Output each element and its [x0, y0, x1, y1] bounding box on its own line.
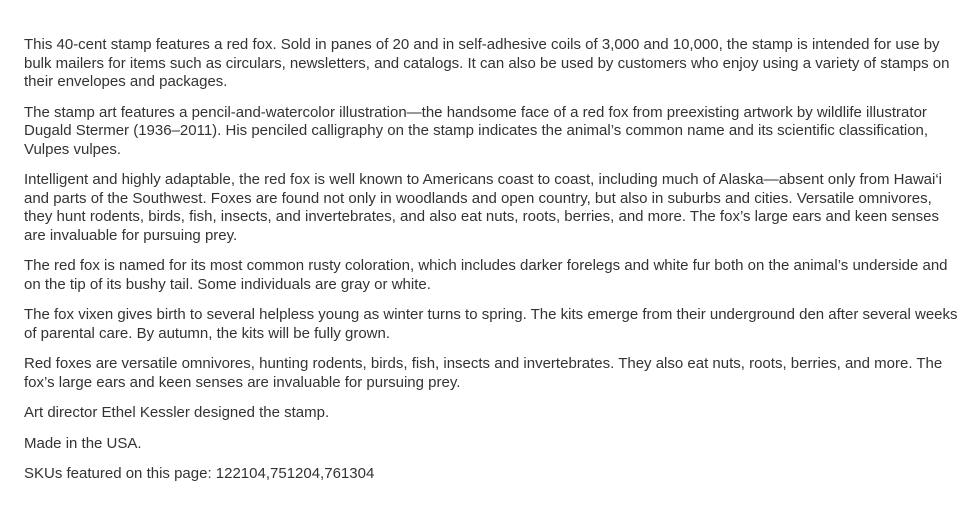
product-description: [24, 36, 964, 496]
description-paragraph-habitat: Intelligent and highly adaptable, the red fox is well known to Americans coast to coast, including much of Alaska—absent only from Hawai‘i and parts of the Southwest. Foxes are found not only in woodlands and open country, but also in suburbs and cities. Versatile omnivores, they hunt rodents, birds, fish, insects, and invertebrates, and also eat nuts, roots, berries, and more. The fox’s large ears and keen senses are invaluable for pursuing prey.: [24, 171, 942, 244]
origin-note: Made in the USA.: [24, 434, 142, 452]
description-paragraph-young: The fox vixen gives birth to several helpless young as winter turns to spring. The kits emerge from their underground den after several weeks of parental care. By autumn, the kits will be fully grown.: [24, 306, 958, 342]
description-paragraph-diet: Red foxes are versatile omnivores, hunting rodents, birds, fish, insects and invertebrates. They also eat nuts, roots, berries, and more. The fox’s large ears and keen senses are invaluable for pursuing prey.: [24, 355, 943, 391]
sku-list: SKUs featured on this page: 122104,751204,761304: [24, 465, 375, 482]
description-paragraph-stamp-art: The stamp art features a pencil-and-watercolor illustration—the handsome face of a red fox from preexisting artwork by wildlife illustrator Dugald Stermer (1936–2011). His penciled calligraphy on the stamp indicates the animal’s common name and its scientific classification, Vulpes vulpes.: [24, 103, 929, 158]
description-paragraph-intro: This 40-cent stamp features a red fox. Sold in panes of 20 and in self-adhesive coils of 3,000 and 10,000, the stamp is intended for use by bulk mailers for items such as circulars, newsletters, and catalogs. It can also be used by customers who enjoy using a variety of stamps on their envelopes and packages.: [24, 36, 950, 90]
description-paragraph-coloration: The red fox is named for its most common rusty coloration, which includes darker forelegs and white fur both on the animal’s underside and on the tip of its bushy tail. Some individuals are gray or white.: [24, 257, 948, 293]
art-director-credit: Art director Ethel Kessler designed the stamp.: [24, 404, 330, 421]
